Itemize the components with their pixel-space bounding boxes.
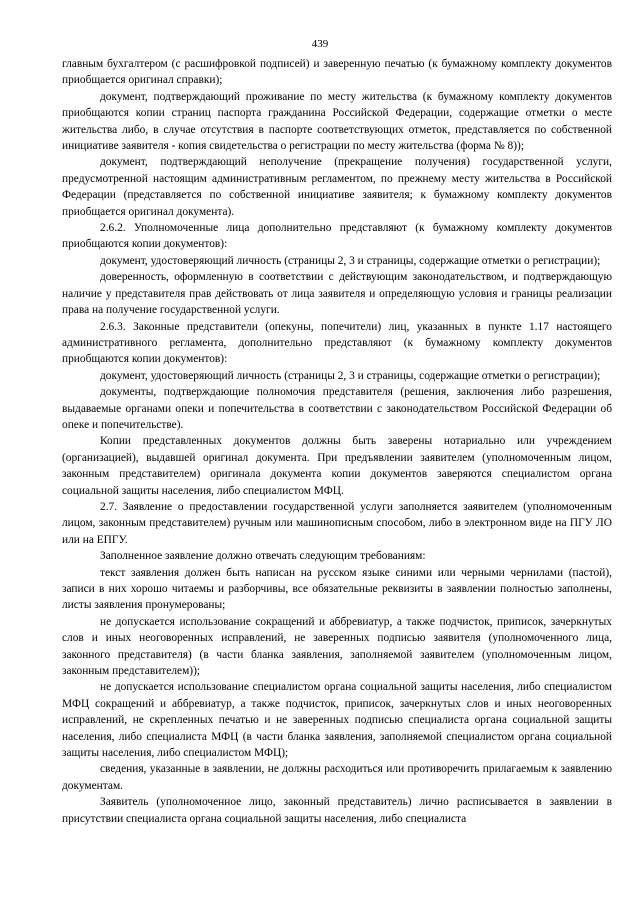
paragraph: документ, удостоверяющий личность (страницы 2, 3 и страницы, содержащие отметки о регистрации); [100, 254, 601, 267]
paragraph: не допускается использование сокращений и аббревиатур, а также подчисток, приписок, зачеркнутых слов и иных неоговоренных исправлений, не заверенных подписью заявителя (уполномоченного лица, законного представителя) (в части бланка заявления, заполняемой заявителем (уполномоченным лицом, законным представителем)); [62, 615, 612, 678]
paragraph: текст заявления должен быть написан на русском языке синими или черными чернилами (пастой), записи в них хорошо читаемы и разборчивы, все обязательные реквизиты в заявлении полностью заполнены, листы заявления пронумерованы; [62, 566, 612, 612]
paragraph: документ, удостоверяющий личность (страницы 2, 3 и страницы, содержащие отметки о регистрации); [100, 369, 601, 382]
paragraph: 2.6.2. Уполномоченные лица дополнительно представляют (к бумажному комплекту документов приобщаются копии документов): [62, 222, 612, 251]
paragraph: главным бухгалтером (с расшифровкой подписей) и заверенную печатью (к бумажному комплекту документов приобщается оригинал справки); [62, 58, 612, 87]
paragraph: 2.7. Заявление о предоставлении государственной услуги заполняется заявителем (уполномоченным лицом, законным представителем) ручным или машинописным способом, либо в электронном виде на ПГУ ЛО или на ЕПГУ. [62, 500, 612, 546]
paragraph: документ, подтверждающий проживание по месту жительства (к бумажному комплекту документов приобщаются копии страниц паспорта гражданина Российской Федерации, содержащие отметки о месте жительства либо, в случае отсутствия в паспорте соответствующих отметок, представляется по собственной инициативе заявителя - копия свидетельства о регистрации по месту жительства (форма № 8)); [62, 90, 612, 153]
paragraph: 2.6.3. Законные представители (опекуны, попечители) лиц, указанных в пункте 1.17 настоящего административного регламента, дополнительно представляют (к бумажному комплекту документов приобщаются копии документов): [62, 320, 612, 366]
paragraph: доверенность, оформленную в соответствии с действующим законодательством, и подтверждающую наличие у представителя прав действовать от лица заявителя и определяющую условия и границы реализации права на получение государственной услуги. [62, 271, 612, 317]
paragraph: Заполненное заявление должно отвечать следующим требованиям: [100, 550, 426, 563]
document-body [62, 56, 612, 827]
paragraph: Заявитель (уполномоченное лицо, законный представитель) лично расписывается в заявлении в присутствии специалиста органа социальной защиты населения, либо специалиста [62, 796, 612, 825]
paragraph: документы, подтверждающие полномочия представителя (решения, заключения либо разрешения, выдаваемые органами опеки и попечительства в соответствии с законодательством Российской Федерации об опеке и попечительстве). [62, 386, 612, 431]
paragraph: сведения, указанные в заявлении, не должны расходиться или противоречить прилагаемым к заявлению документам. [62, 763, 612, 792]
paragraph: не допускается использование специалистом органа социальной защиты населения, либо специалистом МФЦ сокращений и аббревиатур, а также подчисток, приписок, зачеркнутых слов и иных неоговоренных исправлений, не скрепленных печатью и не заверенных подписью специалиста органа социальной защиты населения, либо специалиста МФЦ (в части бланка заявления, заполняемой специалистом органа социальной защиты населения, либо специалистом МФЦ); [62, 681, 612, 760]
paragraph: документ, подтверждающий неполучение (прекращение получения) государственной услуги, предусмотренной настоящим административным регламентом, по прежнему месту жительства в Российской Федерации (представляется по собственной инициативе заявителя; к бумажному комплекту документов приобщается оригинал документа). [62, 156, 612, 218]
paragraph: Копии представленных документов должны быть заверены нотариально или учреждением (организацией), выдавшей оригинал документа. При предъявлении заявителем (уполномоченным лицом, законным представителем) оригинала документа копии документов заверяются специалистом органа социальной защиты населения, либо специалистом МФЦ. [62, 435, 612, 497]
page-number: 439 [311, 38, 329, 50]
